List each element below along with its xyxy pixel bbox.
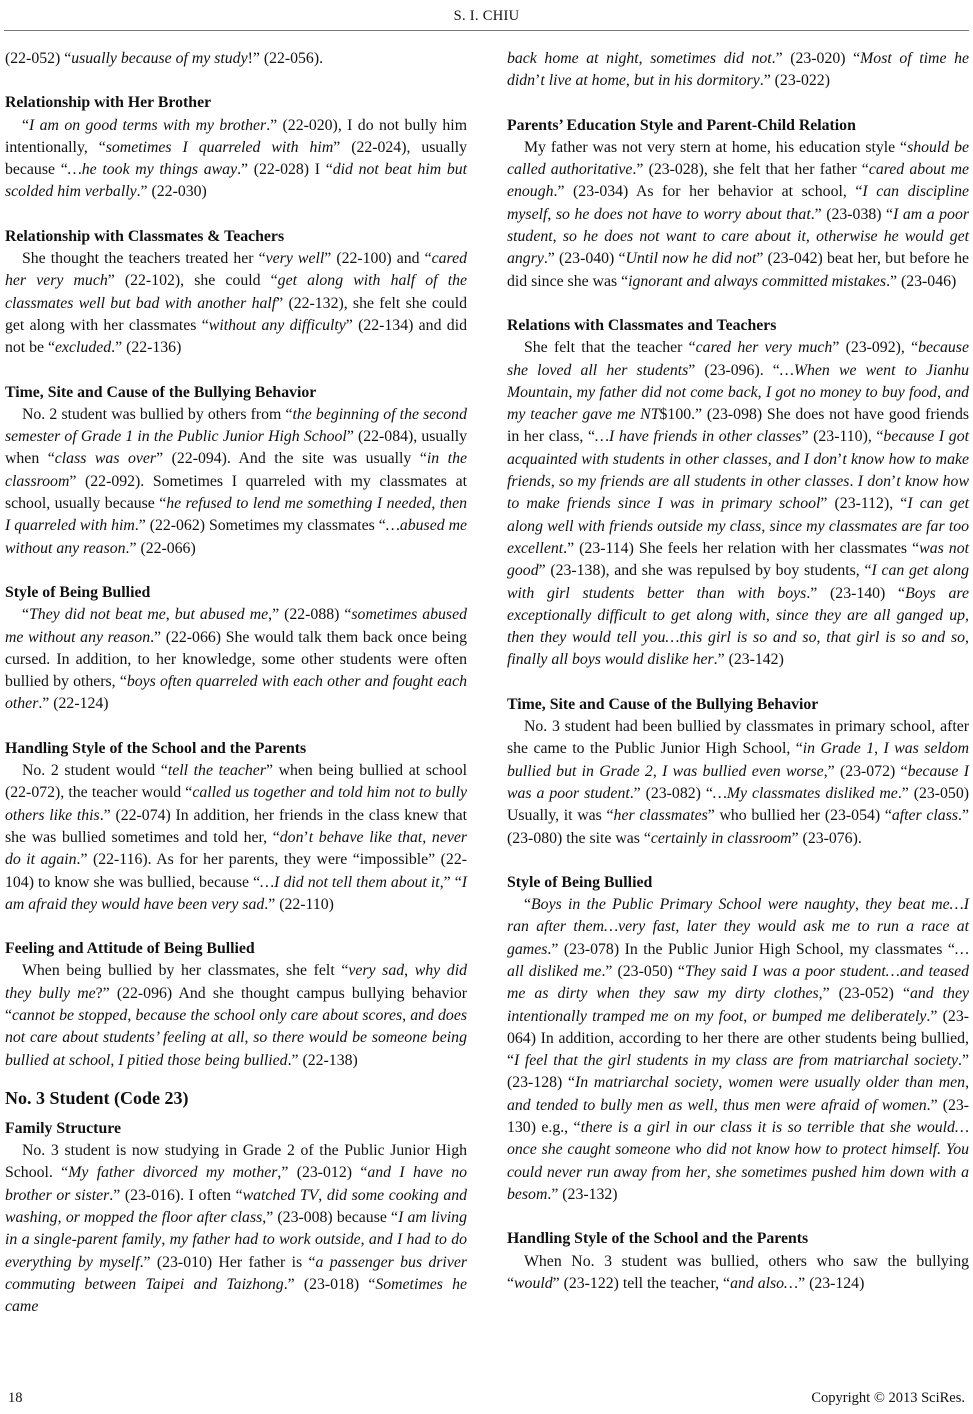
section-heading: Time, Site and Cause of the Bullying Behavior bbox=[5, 383, 317, 401]
page-number: 18 bbox=[8, 1390, 23, 1406]
section-heading: Relationship with Her Brother bbox=[5, 94, 212, 112]
paragraph: (22-052) “usually because of my study!” (22-056). bbox=[5, 50, 324, 67]
section-heading: Family Structure bbox=[5, 1119, 121, 1137]
student-heading: No. 3 Student (Code 23) bbox=[5, 1087, 189, 1108]
section-heading: Relations with Classmates and Teachers bbox=[507, 316, 777, 334]
section-heading: Handling Style of the School and the Parents bbox=[5, 739, 307, 757]
header-rule bbox=[4, 30, 969, 31]
paragraph: No. 3 student had been bullied by classmates in primary school, after she came to the Public Junior High School, “in Grade 1, I was seldom bullied but in Grade 2, I was bullied even worse,” (23-072) “because I was a poor student.” (23-082) “…My classmates disliked me.” (23-050) Usually, it was “her classmates” who bullied her (23-054) “after class.” (23-080) the site was “certainly in classroom” (23-076). bbox=[507, 718, 970, 847]
paragraph: back home at night, sometimes did not.” (23-020) “Most of time he didn’t live at home, but in his dormitory.” (23-022) bbox=[507, 50, 969, 90]
section-heading: Parents’ Education Style and Parent-Child Relation bbox=[507, 116, 856, 134]
running-header: S. I. CHIU bbox=[453, 8, 520, 24]
left-column bbox=[5, 48, 467, 1319]
section-heading: Relationship with Classmates & Teachers bbox=[5, 227, 285, 245]
section-heading: Style of Being Bullied bbox=[507, 873, 653, 891]
paragraph: My father was not very stern at home, his education style “should be called authoritative.” (23-028), she felt that her father “cared about me enough.” (23-034) As for her behavior at school, “I can discipline myself, so he does not have to worry about that.” (23-038) “I am a poor student, so he does not want to care about it, otherwise he would get angry.” (23-040) “Until now he did not” (23-042) beat her, but before he did since she was “ignorant and always committed mistakes.” (23-046) bbox=[507, 138, 969, 290]
paragraph: She thought the teachers treated her “very well” (22-100) and “cared her very much” (22-102), she could “get along with half of the classmates well but bad with another half” (22-132), she felt she could get along with her classmates “without any difficulty” (22-134) and did not be “excluded.” (22-136) bbox=[5, 250, 467, 357]
paragraph: No. 2 student was bullied by others from “the beginning of the second semester of Grade 1 in the Public Junior High School” (22-084), usually when “class was over” (22-094). And the site was usually “in the classroom” (22-092). Sometimes I quarreled with my classmates at school, usually because “he refused to lend me something I needed, then I quarreled with him.” (22-062) Sometimes my classmates “…abused me without any reason.” (22-066) bbox=[5, 405, 467, 557]
paragraph: When being bullied by her classmates, she felt “very sad, why did they bully me?” (22-096) And she thought campus bullying behavior “cannot be stopped, because the school only care about scores, and does not care about students’ feeling at all, so there would be someone being bullied at school, I pitied those being bullied.” (22-138) bbox=[5, 962, 468, 1069]
paragraph: “They did not beat me, but abused me,” (22-088) “sometimes abused me without any reason.” (22-066) She would talk them back once being cursed. In addition, to her knowledge, some other students were often bullied by others, “boys often quarreled with each other and fought each other.” (22-124) bbox=[5, 606, 467, 713]
paragraph: No. 2 student would “tell the teacher” when being bullied at school (22-072), the teacher would “called us together and told him not to bully others like this.” (22-074) In addition, her friends in the class knew that she was bullied sometimes and told her, “don’t behave like that, never do it again.” (22-116). As for her parents, they were “impossible” (22-104) to know she was bullied, because “…I did not tell them about it,” “I am afraid they would have been very sad.” (22-110) bbox=[5, 762, 468, 913]
paragraph: “Boys in the Public Primary School were naughty, they beat me…I ran after them…very fast, later they would ask me to run a race at games.” (23-078) In the Public Junior High School, my classmates “…all disliked me.” (23-050) “They said I was a poor student…and teased me as dirty when they saw my dirty clothes,” (23-052) “and they intentionally tramped me on my foot, or bumped me deliberately.” (23-064) In addition, according to her there are other students being bullied, “I feel that the girl students in my class are from matriarchal society.” (23-128) “In matriarchal society, women were usually older than men, and tended to bully men as well, thus men were afraid of women.” (23-130) e.g., “there is a girl in our class it is so terrible that she would…once she caught someone who did not know how to protect himself. You could never run away from her, she sometimes pushed him down with a besom.” (23-132) bbox=[507, 896, 970, 1203]
paragraph: She felt that the teacher “cared her very much” (23-092), “because she loved all her students” (23-096). “…When we went to Jianhu Mountain, my father did not come back, I got no money to buy food, and my teacher gave me NT$100.” (23-098) She does not have good friends in her class, “…I have friends in other classes” (23-110), “because I got acquainted with students in other classes, and I don’t know how to make friends, so my friends are all students in other classes. I don’t know how to make friends since I was in primary school” (23-112), “I can get along well with friends outside my class, since my classmates are far too excellent.” (23-114) She feels her relation with her classmates “was not good” (23-138), and she was repulsed by boy students, “I can get along with girl students better than with boys.” (23-140) “Boys are exceptionally difficult to get along with, since they are all ganged up, then they would tell you…this girl is so and so, that girl is so and so, finally all boys would dislike her.” (23-142) bbox=[507, 339, 970, 669]
paragraph: “I am on good terms with my brother.” (22-020), I do not bully him intentionally, “sometimes I quarreled with him” (22-024), usually because “…he took my things away.” (22-028) I “did not beat him but scolded him verbally.” (22-030) bbox=[5, 116, 468, 201]
paragraph: No. 3 student is now studying in Grade 2 of the Public Junior High School. “My father divorced my mother,” (23-012) “and I have no brother or sister.” (23-016). I often “watched TV, did some cooking and washing, or mopped the floor after class,” (23-008) because “I am living in a single-parent family, my father had to work outside, and I had to do everything by myself.” (23-010) Her father is “a passenger bus driver commuting between Taipei and Taizhong.” (23-018) “Sometimes he came bbox=[5, 1142, 468, 1316]
section-heading: Feeling and Attitude of Being Bullied bbox=[5, 940, 255, 958]
right-column bbox=[507, 48, 969, 1295]
section-heading: Style of Being Bullied bbox=[5, 583, 151, 601]
section-heading: Handling Style of the School and the Parents bbox=[507, 1230, 809, 1248]
section-heading: Time, Site and Cause of the Bullying Behavior bbox=[507, 695, 819, 713]
paragraph: When No. 3 student was bullied, others who saw the bullying “would” (23-122) tell the teacher, “and also…” (23-124) bbox=[507, 1252, 969, 1292]
copyright-notice: Copyright © 2013 SciRes. bbox=[811, 1390, 965, 1406]
